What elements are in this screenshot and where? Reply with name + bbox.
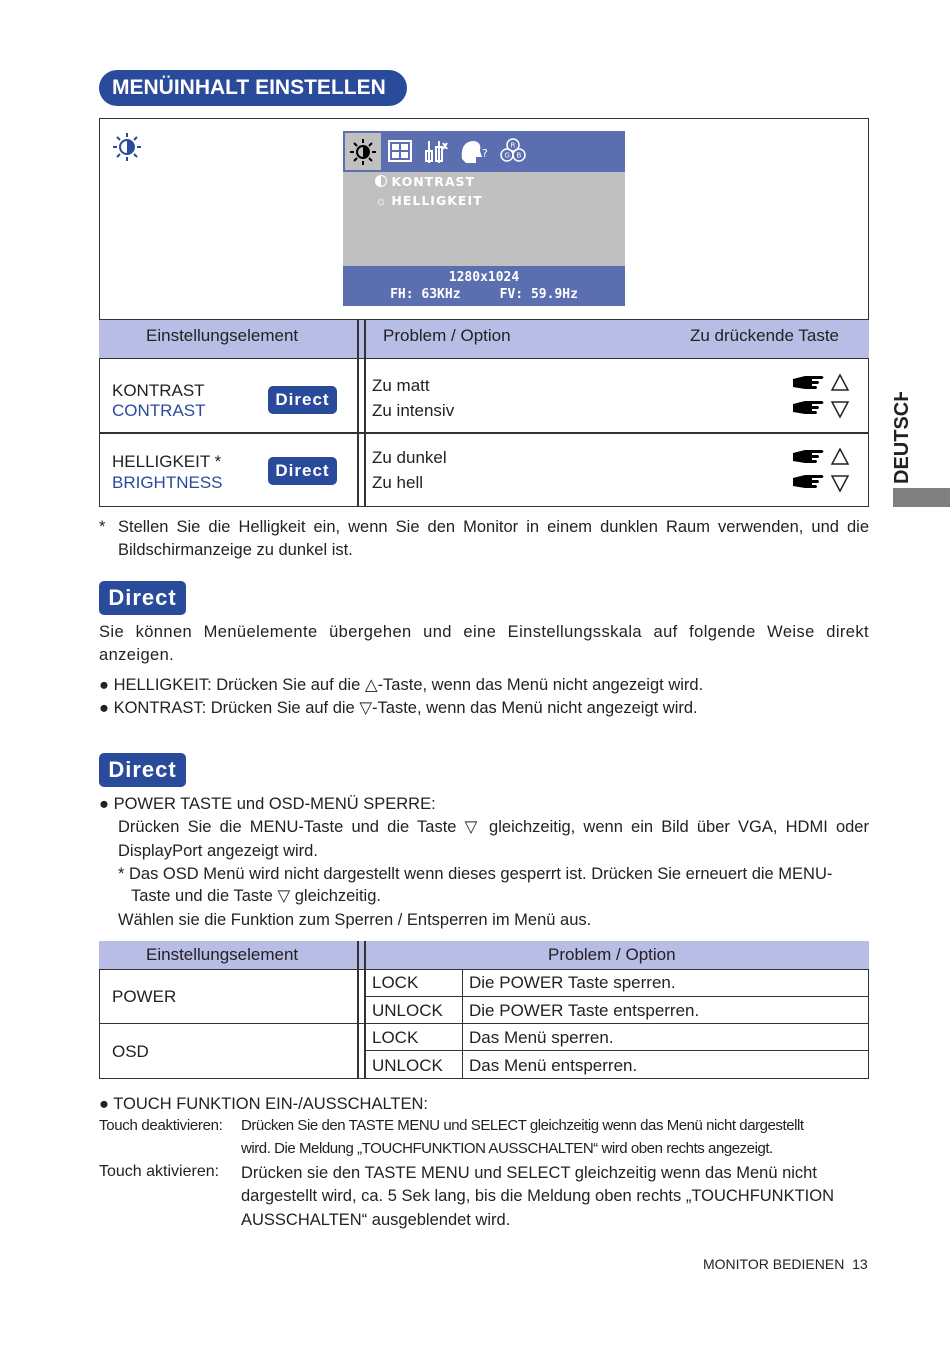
power-lock-line1-a: Drücken Sie die MENU-Taste und die Taste xyxy=(118,818,465,836)
down-triangle-icon: ▽ xyxy=(464,818,481,836)
osd-tab-setup-icon xyxy=(423,137,451,165)
lock-option-key: UNLOCK xyxy=(372,1056,443,1075)
bullet-dot: ● xyxy=(99,676,109,694)
power-lock-line1 xyxy=(118,816,869,839)
lock-option-desc: Die POWER Taste sperren. xyxy=(469,973,676,992)
bullet-brightness xyxy=(99,674,703,697)
bullet-contrast xyxy=(99,697,698,720)
osd-tab-brightness-icon xyxy=(345,133,381,170)
down-triangle-icon: ▽ xyxy=(277,887,291,905)
table1-divider xyxy=(357,319,359,507)
bullet-dot: ● xyxy=(99,1095,109,1113)
osd-screen xyxy=(343,131,625,306)
language-label-text: DEUTSCH xyxy=(891,392,913,484)
option-too-dull: Zu matt xyxy=(372,376,430,395)
pointing-hand-icon xyxy=(793,401,824,414)
lock-table-header-problem: Problem / Option xyxy=(548,945,676,964)
pointing-hand-icon xyxy=(793,450,824,463)
language-label-svg xyxy=(889,392,913,484)
lock-table-row-line xyxy=(99,1023,869,1024)
bullet-power-lock xyxy=(99,793,436,816)
table1-header-key: Zu drückende Taste xyxy=(690,326,839,345)
bullet-power-lock-text: POWER TASTE und OSD-MENÜ SPERRE: xyxy=(113,795,436,813)
power-lock-line1-b: gleichzeitig, wenn ein Bild über VGA, HDMI oder xyxy=(480,818,869,836)
lock-option-key: LOCK xyxy=(372,973,419,992)
row-brightness-de: HELLIGKEIT * xyxy=(112,452,222,471)
bullet-touch xyxy=(99,1093,428,1116)
osd-resolution: 1280x1024 xyxy=(448,270,520,285)
down-arrow-icon xyxy=(832,402,848,417)
row-contrast-en: CONTRAST xyxy=(112,401,206,420)
language-side-label xyxy=(889,392,913,484)
bullet-touch-text: TOUCH FUNKTION EIN-/AUSSCHALTEN: xyxy=(113,1095,429,1113)
power-lock-note-a: * Das OSD Menü wird nicht dargestellt wenn dieses gesperrt ist. Drücken Sie erneuert die MENU- xyxy=(118,865,833,883)
lock-table-osd: OSD xyxy=(112,1042,149,1061)
osd-tab-info-icon xyxy=(458,137,492,165)
power-lock-line2: DisplayPort angezeigt wird. xyxy=(118,842,318,860)
sun-icon: ☼ xyxy=(375,193,387,208)
up-triangle-icon: △ xyxy=(364,676,378,694)
osd-tab-color-icon xyxy=(498,136,528,166)
direct-badge: Direct xyxy=(268,386,337,414)
direct-section-badge: Direct xyxy=(99,581,186,615)
osd-status-bar xyxy=(343,266,625,306)
bullet-contrast-text-b: -Taste, wenn das Menü nicht angezeigt wird. xyxy=(372,699,698,717)
osd-frequency: FH: 63KHz FV: 59.9Hz xyxy=(390,287,578,302)
section-title: MENÜINHALT EINSTELLEN xyxy=(99,70,407,106)
table1-header-element: Einstellungselement xyxy=(146,326,299,345)
table1-row-divider xyxy=(99,432,869,434)
footer xyxy=(703,1256,868,1272)
table1-header-problem: Problem / Option xyxy=(383,326,511,345)
touch-activate-line1: Drücken sie den TASTE MENU und SELECT gleichzeitig wenn das Menü nicht xyxy=(241,1164,817,1182)
option-too-intense: Zu intensiv xyxy=(372,401,455,420)
page-number: 13 xyxy=(852,1256,868,1272)
power-lock-note-b1: Taste und die Taste xyxy=(131,887,278,905)
touch-deactivate-line1: Drücken Sie den TASTE MENU und SELECT gleichzeitig wenn das Menü nicht dargestellt xyxy=(241,1117,804,1134)
footnote-star: * xyxy=(99,518,106,536)
lock-table-divider xyxy=(462,969,463,1079)
touch-deactivate-label: Touch deaktivieren: xyxy=(99,1117,223,1134)
power-lock-note-b2: gleichzeitig. xyxy=(290,887,381,905)
svg-text:R: R xyxy=(510,141,516,150)
osd-item-contrast-label: KONTRAST xyxy=(391,174,476,189)
osd-tab-bar xyxy=(343,131,625,172)
key-icons-row1 xyxy=(792,372,854,422)
down-arrow-icon xyxy=(832,476,848,491)
osd-item-brightness-label: HELLIGKEIT xyxy=(391,193,483,208)
table1-divider xyxy=(364,319,366,507)
osd-tab-image-icon xyxy=(387,139,413,163)
option-too-bright: Zu hell xyxy=(372,473,424,492)
touch-activate-line3: AUSSCHALTEN“ ausgeblendet wird. xyxy=(241,1211,511,1229)
bullet-contrast-text-a: KONTRAST: Drücken Sie auf die xyxy=(113,699,360,717)
osd-item-contrast xyxy=(375,173,475,191)
pointing-hand-icon xyxy=(793,475,824,488)
bullet-dot: ● xyxy=(99,699,109,717)
option-too-dark: Zu dunkel xyxy=(372,448,447,467)
footnote-text: Stellen Sie die Helligkeit ein, wenn Sie den Monitor in einem dunklen Raum verwenden, und die Bildschirmanzeige zu dunkel ist. xyxy=(118,518,869,559)
svg-text:G: G xyxy=(504,151,510,160)
touch-activate-label: Touch aktivieren: xyxy=(99,1163,220,1180)
touch-activate-line2: dargestellt wird, ca. 5 Sek lang, bis die Meldung oben rechts „TOUCHFUNKTION xyxy=(241,1187,835,1205)
bullet-brightness-text-a: HELLIGKEIT: Drücken Sie auf die xyxy=(113,676,365,694)
svg-text:?: ? xyxy=(482,147,488,160)
down-triangle-icon: ▽ xyxy=(359,699,373,717)
row-contrast-de: KONTRAST xyxy=(112,381,205,400)
up-arrow-icon xyxy=(832,449,848,464)
language-side-tab xyxy=(893,488,950,507)
power-lock-line3: Wählen sie die Funktion zum Sperren / Entsperren im Menü aus. xyxy=(118,911,592,929)
bullet-dot: ● xyxy=(99,795,109,813)
lock-option-key: LOCK xyxy=(372,1028,419,1047)
lock-table-power: POWER xyxy=(112,987,177,1006)
lock-option-desc: Das Menü entsperren. xyxy=(469,1056,638,1075)
contrast-icon xyxy=(375,175,387,187)
direct-section-badge: Direct xyxy=(99,753,186,787)
lock-option-desc: Die POWER Taste entsperren. xyxy=(469,1001,700,1020)
direct-badge: Direct xyxy=(268,457,337,485)
brightness-icon xyxy=(111,131,143,163)
key-icons-row2 xyxy=(792,446,854,496)
power-lock-note-b xyxy=(131,885,381,908)
lock-table-divider xyxy=(364,941,366,1079)
lock-option-key: UNLOCK xyxy=(372,1001,443,1020)
lock-table-row-line xyxy=(364,996,869,997)
touch-deactivate-line2: wird. Die Meldung „TOUCHFUNKTION AUSSCHALTEN“ wird oben rechts angezeigt. xyxy=(241,1140,773,1157)
svg-text:B: B xyxy=(516,151,522,160)
lock-table-row-line xyxy=(364,1050,869,1051)
up-arrow-icon xyxy=(832,375,848,390)
lock-table-header-element: Einstellungselement xyxy=(146,945,299,964)
lock-table-divider xyxy=(357,941,359,1079)
footer-section: MONITOR BEDIENEN xyxy=(703,1256,845,1272)
pointing-hand-icon xyxy=(793,376,824,389)
osd-item-brightness xyxy=(375,192,483,210)
direct-intro: Sie können Menüelemente übergehen und eine Einstellungsskala auf folgende Weise direkt anzeigen. xyxy=(99,623,869,664)
lock-option-desc: Das Menü sperren. xyxy=(469,1028,614,1047)
bullet-brightness-text-b: -Taste, wenn das Menü nicht angezeigt wird. xyxy=(377,676,704,694)
row-brightness-en: BRIGHTNESS xyxy=(112,473,223,492)
